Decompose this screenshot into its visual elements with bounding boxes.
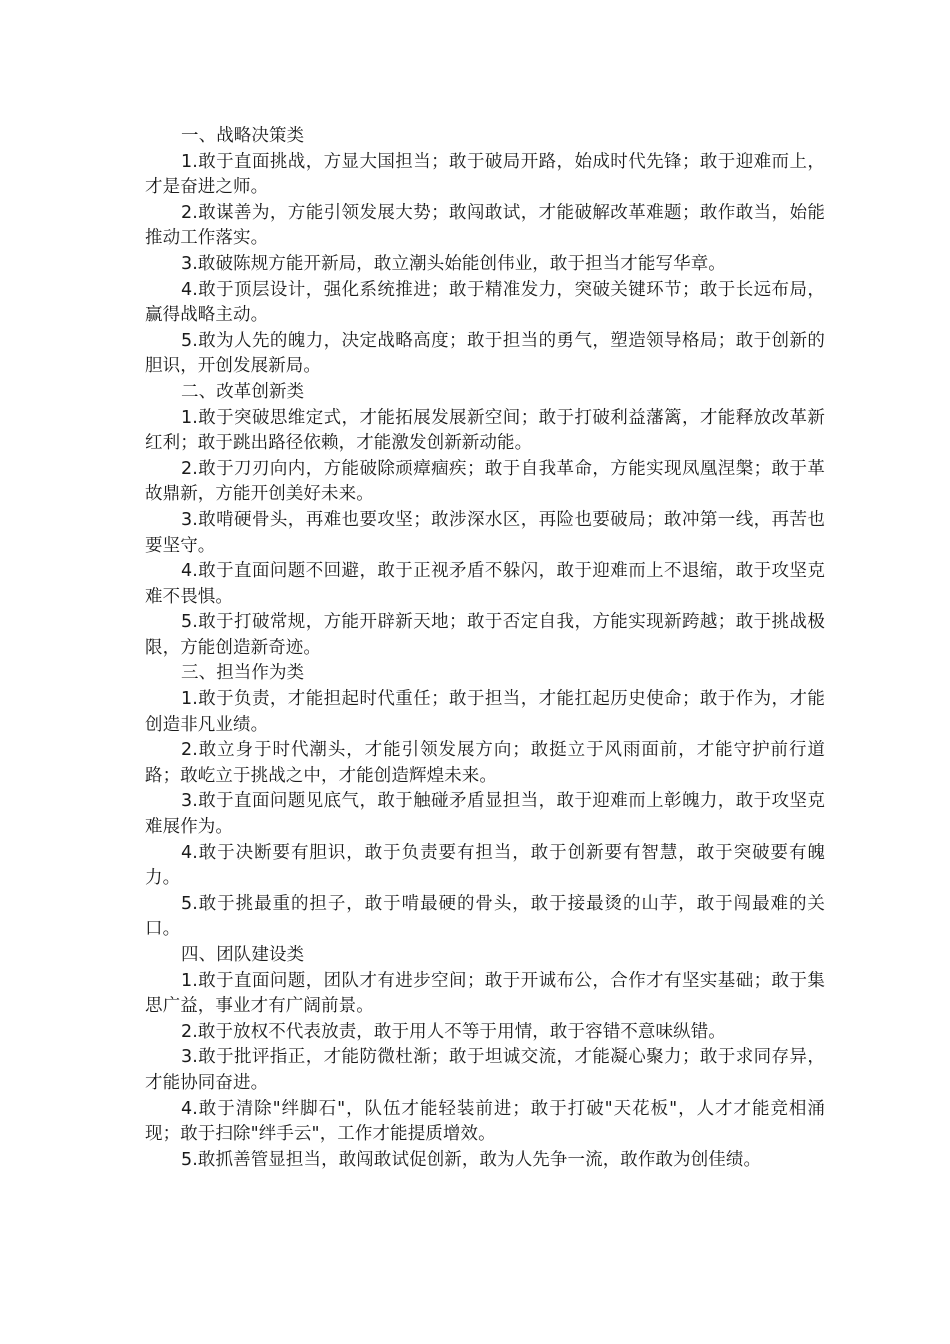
paragraph: 2.敢于放权不代表放责，敢于用人不等于用情，敢于容错不意味纵错。: [181, 1021, 726, 1042]
paragraph: 5.敢抓善管显担当，敢闯敢试促创新，敢为人先争一流，敢作敢为创佳绩。: [181, 1149, 762, 1170]
paragraph: 4.敢于清除"绊脚石"，队伍才能轻装前进；敢于打破"天花板"，人才才能竞相涌现；敢于扫除"绊手云"，工作才能提质增效。: [145, 1098, 825, 1145]
paragraph: 3.敢于批评指正，才能防微杜渐；敢于坦诚交流，才能凝心聚力；敢于求同存异，才能协同奋进。: [145, 1047, 825, 1093]
paragraph: 1.敢于负责，才能担起时代重任；敢于担当，才能扛起历史使命；敢于作为，才能创造非凡业绩。: [145, 689, 825, 735]
document-body: [145, 124, 825, 1173]
paragraph: 4.敢于顶层设计，强化系统推进；敢于精准发力，突破关键环节；敢于长远布局，赢得战略主动。: [145, 279, 825, 326]
paragraph: 4.敢于直面问题不回避，敢于正视矛盾不躲闪，敢于迎难而上不退缩，敢于攻坚克难不畏惧。: [145, 561, 825, 607]
section-heading: 一、战略决策类: [181, 126, 305, 146]
paragraph: 1.敢于突破思维定式，才能拓展发展新空间；敢于打破利益藩篱，才能释放改革新红利；敢于跳出路径依赖，才能激发创新新动能。: [145, 407, 825, 454]
paragraph: 1.敢于直面问题，团队才有进步空间；敢于开诚布公，合作才有坚实基础；敢于集思广益，事业才有广阔前景。: [145, 970, 825, 1017]
paragraph: 2.敢谋善为，方能引领发展大势；敢闯敢试，才能破解改革难题；敢作敢当，始能推动工作落实。: [145, 202, 825, 249]
paragraph: 2.敢立身于时代潮头，才能引领发展方向；敢挺立于风雨面前，才能守护前行道路；敢屹立于挑战之中，才能创造辉煌未来。: [145, 740, 825, 786]
paragraph: 2.敢于刀刃向内，方能破除顽瘴痼疾；敢于自我革命，方能实现凤凰涅槃；敢于革故鼎新，方能开创美好未来。: [145, 458, 825, 505]
paragraph: 1.敢于直面挑战，方显大国担当；敢于破局开路，始成时代先锋；敢于迎难而上，才是奋进之师。: [145, 151, 825, 198]
paragraph: 5.敢为人先的魄力，决定战略高度；敢于担当的勇气，塑造领导格局；敢于创新的胆识，开创发展新局。: [145, 330, 825, 377]
section-heading: 三、担当作为类: [181, 663, 305, 684]
paragraph: 5.敢于打破常规，方能开辟新天地；敢于否定自我，方能实现新跨越；敢于挑战极限，方能创造新奇迹。: [145, 612, 825, 658]
paragraph: 5.敢于挑最重的担子，敢于啃最硬的骨头，敢于接最烫的山芋，敢于闯最难的关口。: [145, 893, 825, 940]
paragraph: 3.敢破陈规方能开新局，敢立潮头始能创伟业，敢于担当才能写华章。: [181, 253, 726, 274]
paragraph: 3.敢啃硬骨头，再难也要攻坚；敢涉深水区，再险也要破局；敢冲第一线，再苦也要坚守。: [145, 509, 825, 556]
section-heading: 四、团队建设类: [181, 945, 305, 965]
section-heading: 二、改革创新类: [181, 381, 305, 402]
paragraph: 3.敢于直面问题见底气，敢于触碰矛盾显担当，敢于迎难而上彰魄力，敢于攻坚克难展作为。: [145, 791, 825, 838]
paragraph: 4.敢于决断要有胆识，敢于负责要有担当，敢于创新要有智慧，敢于突破要有魄力。: [145, 842, 825, 889]
